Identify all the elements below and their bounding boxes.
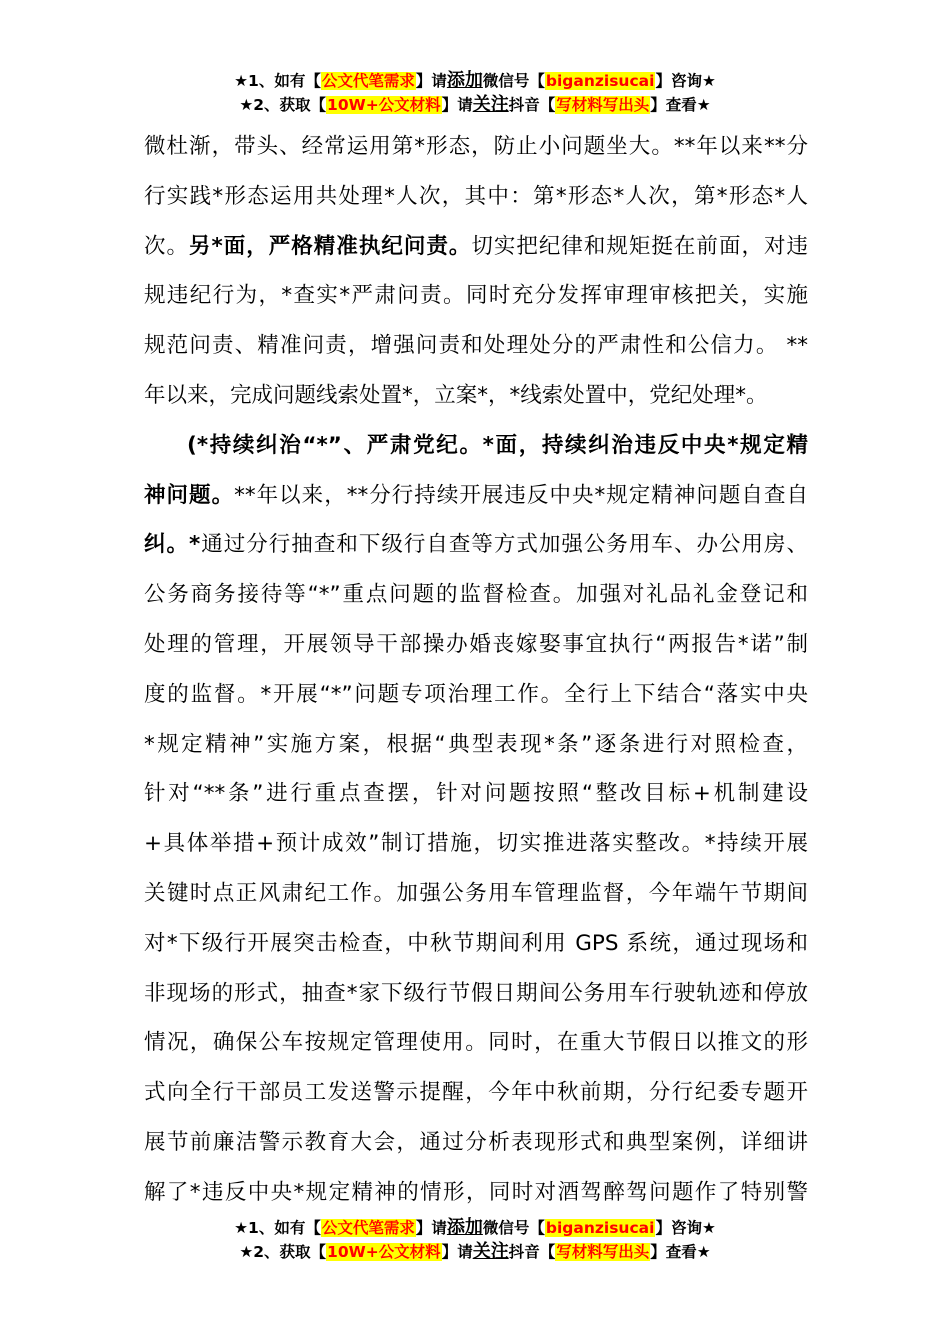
text-line: 次。另*面，严格精准执纪问责。切实把纪律和规矩挺在前面，对违 <box>144 233 808 259</box>
document-body <box>144 122 808 1218</box>
highlight-materials: 10W+公文材料 <box>327 1243 441 1261</box>
banner-underlined-text: 添加 <box>446 1217 483 1238</box>
banner-line-1 <box>0 69 950 93</box>
highlight-douyin: 写材料写出头 <box>556 96 650 114</box>
banner-text: ★1、如有【 <box>234 72 321 90</box>
banner-underlined-text: 添加 <box>446 70 483 91</box>
banner-text: ★2、获取【 <box>239 1243 327 1261</box>
banner-text: 】请 <box>415 1219 447 1237</box>
text-line: 解了*违反中央*规定精神的情形，同时对酒驾醉驾问题作了特别警 <box>144 1179 808 1205</box>
banner-line-2 <box>0 93 950 117</box>
banner-text: 】咨询★ <box>655 72 716 90</box>
text-line: 非现场的形式，抽查*家下级行节假日期间公务用车行驶轨迹和停放 <box>144 980 808 1006</box>
banner-line-1 <box>0 1216 950 1240</box>
banner-text: 】查看★ <box>650 1243 711 1261</box>
text-line: 规范问责、精准问责，增强问责和处理处分的严肃性和公信力。 ** <box>144 333 808 359</box>
banner-text: 】咨询★ <box>655 1219 716 1237</box>
text-line: 微杜渐，带头、经常运用第*形态，防止小问题坐大。**年以来**分 <box>144 134 808 159</box>
banner-text: 抖音【 <box>508 1243 556 1261</box>
text-line: 情况，确保公车按规定管理使用。同时，在重大节假日以推文的形 <box>144 1030 808 1056</box>
text-line: 处理的管理，开展领导干部操办婚丧嫁娶事宜执行“两报告*诺”制 <box>144 631 808 657</box>
highlight-wechat-id: biganzisucai <box>545 1219 655 1237</box>
promo-banner-bottom <box>0 1216 950 1264</box>
text-line: 关键时点正风肃纪工作。加强公务用车管理监督，今年端午节期间 <box>144 880 808 906</box>
highlight-wechat-id: biganzisucai <box>545 72 655 90</box>
banner-text: ★2、获取【 <box>239 96 327 114</box>
banner-underlined-text: 关注 <box>472 1241 509 1262</box>
text-line: 神问题。**年以来，**分行持续开展违反中央*规定精神问题自查自 <box>144 482 808 508</box>
text-line: 规违纪行为，*查实*严肃问责。同时充分发挥审理审核把关，实施 <box>144 283 808 309</box>
banner-line-2 <box>0 1240 950 1264</box>
highlight-materials: 10W+公文材料 <box>327 96 441 114</box>
banner-text: ★1、如有【 <box>234 1219 321 1237</box>
banner-underlined-text: 关注 <box>472 94 509 115</box>
text-line: 展节前廉洁警示教育大会，通过分析表现形式和典型案例，详细讲 <box>144 1129 808 1155</box>
section-heading: (*持续纠治“*”、严肃党纪。*面，持续纠治违反中央*规定精 <box>187 432 808 458</box>
bold-heading: 神问题。 <box>144 482 235 508</box>
text-line: 度的监督。*开展“*”问题专项治理工作。全行上下结合“落实中央 <box>144 681 808 707</box>
highlight-douyin: 写材料写出头 <box>556 1243 650 1261</box>
banner-text: 】请 <box>441 96 473 114</box>
banner-text: 微信号【 <box>482 72 545 90</box>
text-line: 纠。*通过分行抽查和下级行自查等方式加强公务用车、办公用房、 <box>144 532 808 558</box>
text-line: 公务商务接待等“*”重点问题的监督检查。加强对礼品礼金登记和 <box>144 582 808 608</box>
banner-text: 】请 <box>441 1243 473 1261</box>
banner-text: 微信号【 <box>482 1219 545 1237</box>
text-line: 式向全行干部员工发送警示提醒，今年中秋前期，分行纪委专题开 <box>144 1080 808 1106</box>
banner-text: 抖音【 <box>508 96 556 114</box>
text-line: 对*下级行开展突击检查，中秋节期间利用 GPS 系统，通过现场和 <box>144 930 808 956</box>
text-line: *规定精神”实施方案，根据“典型表现*条”逐条进行对照检查， <box>144 731 808 757</box>
text-line: 针对“**条”进行重点查摆，针对问题按照“整改目标+机制建设 <box>144 781 808 807</box>
highlight-service: 公文代笔需求 <box>321 1219 415 1237</box>
text-line: 行实践*形态运用共处理*人次，其中：第*形态*人次，第*形态*人 <box>144 183 808 209</box>
bold-heading: 另*面，严格精准执纪问责。 <box>189 233 472 259</box>
banner-text: 】请 <box>415 72 447 90</box>
text-line: +具体举措+预计成效”制订措施，切实推进落实整改。*持续开展 <box>144 831 808 857</box>
text-line: 年以来，完成问题线索处置*，立案*，*线索处置中，党纪处理*。 <box>144 382 768 408</box>
highlight-service: 公文代笔需求 <box>321 72 415 90</box>
banner-text: 】查看★ <box>650 96 711 114</box>
bold-marker: 纠。* <box>144 532 201 558</box>
promo-banner-top <box>0 69 950 117</box>
